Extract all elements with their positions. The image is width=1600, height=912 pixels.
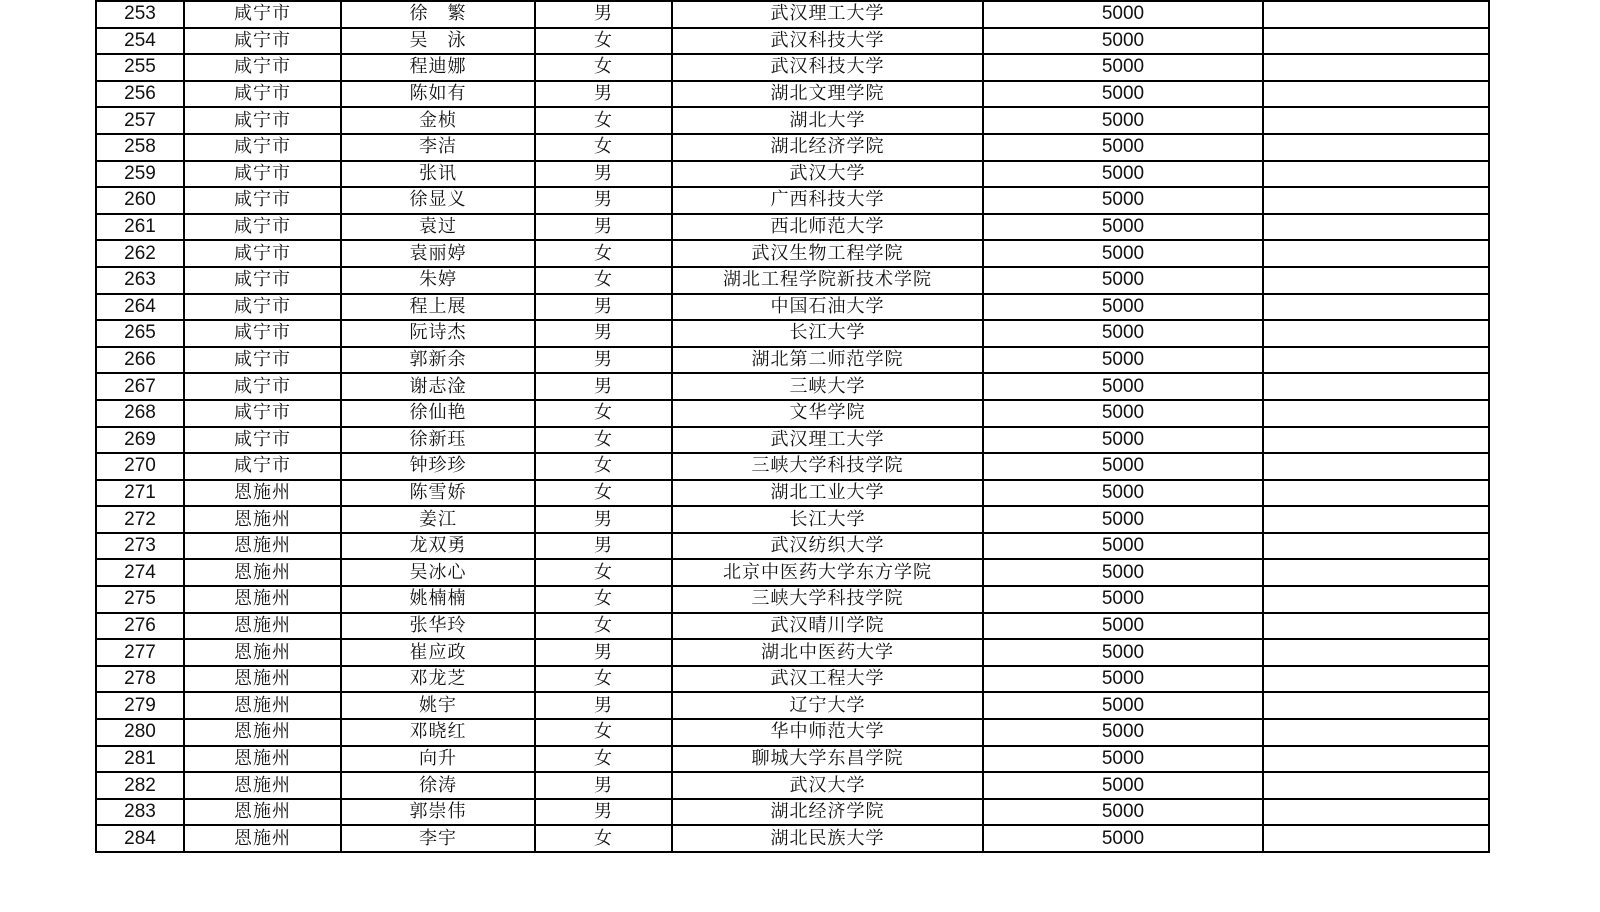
amount-cell: 5000 [983,559,1263,586]
table-row [96,161,1489,188]
amount-cell: 5000 [983,427,1263,454]
row-number-cell: 270 [96,453,184,480]
amount-cell: 5000 [983,506,1263,533]
school-cell: 广西科技大学 [672,187,983,214]
table-row [96,533,1489,560]
city-cell: 咸宁市 [184,1,341,28]
amount-cell: 5000 [983,719,1263,746]
school-cell: 湖北工业大学 [672,480,983,507]
school-cell: 武汉理工大学 [672,1,983,28]
student-name-cell: 吴 泳 [341,28,535,55]
gender-cell: 男 [535,692,672,719]
note-cell [1263,187,1489,214]
roster-table [95,0,1490,853]
student-name-cell: 张讯 [341,161,535,188]
city-cell: 恩施州 [184,480,341,507]
city-cell: 恩施州 [184,613,341,640]
school-cell: 辽宁大学 [672,692,983,719]
gender-cell: 女 [535,54,672,81]
amount-cell: 5000 [983,799,1263,826]
city-cell: 恩施州 [184,719,341,746]
note-cell [1263,1,1489,28]
city-cell: 咸宁市 [184,54,341,81]
note-cell [1263,400,1489,427]
table-row [96,639,1489,666]
school-cell: 湖北第二师范学院 [672,347,983,374]
note-cell [1263,719,1489,746]
gender-cell: 男 [535,214,672,241]
row-number-cell: 257 [96,107,184,134]
note-cell [1263,825,1489,852]
gender-cell: 男 [535,772,672,799]
city-cell: 恩施州 [184,799,341,826]
student-name-cell: 钟珍珍 [341,453,535,480]
city-cell: 恩施州 [184,506,341,533]
note-cell [1263,613,1489,640]
note-cell [1263,373,1489,400]
table-row [96,1,1489,28]
roster-table-body [96,1,1489,852]
amount-cell: 5000 [983,692,1263,719]
row-number-cell: 277 [96,639,184,666]
table-row [96,267,1489,294]
table-row [96,294,1489,321]
amount-cell: 5000 [983,81,1263,108]
amount-cell: 5000 [983,1,1263,28]
note-cell [1263,320,1489,347]
student-name-cell: 程上展 [341,294,535,321]
row-number-cell: 282 [96,772,184,799]
school-cell: 湖北民族大学 [672,825,983,852]
school-cell: 三峡大学 [672,373,983,400]
note-cell [1263,480,1489,507]
student-name-cell: 袁过 [341,214,535,241]
student-name-cell: 邓晓红 [341,719,535,746]
table-row [96,134,1489,161]
note-cell [1263,161,1489,188]
student-name-cell: 姚楠楠 [341,586,535,613]
row-number-cell: 263 [96,267,184,294]
gender-cell: 男 [535,294,672,321]
gender-cell: 男 [535,81,672,108]
gender-cell: 男 [535,533,672,560]
gender-cell: 男 [535,320,672,347]
row-number-cell: 283 [96,799,184,826]
student-name-cell: 吴冰心 [341,559,535,586]
city-cell: 咸宁市 [184,28,341,55]
amount-cell: 5000 [983,373,1263,400]
table-row [96,799,1489,826]
note-cell [1263,347,1489,374]
row-number-cell: 255 [96,54,184,81]
student-name-cell: 李洁 [341,134,535,161]
student-name-cell: 朱婷 [341,267,535,294]
school-cell: 武汉科技大学 [672,54,983,81]
gender-cell: 男 [535,347,672,374]
city-cell: 咸宁市 [184,187,341,214]
table-row [96,347,1489,374]
school-cell: 武汉生物工程学院 [672,240,983,267]
gender-cell: 男 [535,373,672,400]
student-name-cell: 金桢 [341,107,535,134]
gender-cell: 女 [535,400,672,427]
amount-cell: 5000 [983,746,1263,773]
gender-cell: 男 [535,187,672,214]
student-name-cell: 陈雪娇 [341,480,535,507]
note-cell [1263,506,1489,533]
table-row [96,719,1489,746]
amount-cell: 5000 [983,613,1263,640]
student-name-cell: 郭新余 [341,347,535,374]
student-name-cell: 陈如有 [341,81,535,108]
school-cell: 武汉工程大学 [672,666,983,693]
gender-cell: 女 [535,28,672,55]
table-row [96,320,1489,347]
amount-cell: 5000 [983,639,1263,666]
row-number-cell: 281 [96,746,184,773]
note-cell [1263,28,1489,55]
note-cell [1263,107,1489,134]
city-cell: 咸宁市 [184,427,341,454]
gender-cell: 男 [535,506,672,533]
school-cell: 三峡大学科技学院 [672,586,983,613]
row-number-cell: 266 [96,347,184,374]
amount-cell: 5000 [983,28,1263,55]
row-number-cell: 272 [96,506,184,533]
city-cell: 咸宁市 [184,320,341,347]
amount-cell: 5000 [983,294,1263,321]
school-cell: 武汉晴川学院 [672,613,983,640]
school-cell: 长江大学 [672,320,983,347]
student-name-cell: 李宇 [341,825,535,852]
gender-cell: 女 [535,666,672,693]
city-cell: 恩施州 [184,772,341,799]
gender-cell: 女 [535,453,672,480]
table-row [96,586,1489,613]
school-cell: 聊城大学东昌学院 [672,746,983,773]
school-cell: 三峡大学科技学院 [672,453,983,480]
student-name-cell: 邓龙芝 [341,666,535,693]
roster-sheet [95,0,1488,853]
school-cell: 北京中医药大学东方学院 [672,559,983,586]
row-number-cell: 273 [96,533,184,560]
note-cell [1263,240,1489,267]
amount-cell: 5000 [983,134,1263,161]
table-row [96,187,1489,214]
row-number-cell: 269 [96,427,184,454]
note-cell [1263,134,1489,161]
table-row [96,214,1489,241]
student-name-cell: 郭崇伟 [341,799,535,826]
table-row [96,613,1489,640]
city-cell: 恩施州 [184,825,341,852]
school-cell: 湖北大学 [672,107,983,134]
note-cell [1263,559,1489,586]
note-cell [1263,799,1489,826]
amount-cell: 5000 [983,267,1263,294]
school-cell: 中国石油大学 [672,294,983,321]
amount-cell: 5000 [983,533,1263,560]
student-name-cell: 姜江 [341,506,535,533]
gender-cell: 女 [535,746,672,773]
student-name-cell: 向升 [341,746,535,773]
gender-cell: 女 [535,825,672,852]
row-number-cell: 275 [96,586,184,613]
amount-cell: 5000 [983,400,1263,427]
student-name-cell: 龙双勇 [341,533,535,560]
row-number-cell: 262 [96,240,184,267]
school-cell: 华中师范大学 [672,719,983,746]
table-row [96,772,1489,799]
gender-cell: 女 [535,427,672,454]
row-number-cell: 271 [96,480,184,507]
school-cell: 武汉理工大学 [672,427,983,454]
student-name-cell: 崔应政 [341,639,535,666]
row-number-cell: 256 [96,81,184,108]
table-row [96,373,1489,400]
student-name-cell: 袁丽婷 [341,240,535,267]
gender-cell: 女 [535,613,672,640]
amount-cell: 5000 [983,161,1263,188]
note-cell [1263,294,1489,321]
student-name-cell: 张华玲 [341,613,535,640]
school-cell: 湖北中医药大学 [672,639,983,666]
row-number-cell: 260 [96,187,184,214]
note-cell [1263,54,1489,81]
note-cell [1263,772,1489,799]
gender-cell: 女 [535,719,672,746]
note-cell [1263,639,1489,666]
table-row [96,746,1489,773]
table-row [96,107,1489,134]
table-row [96,81,1489,108]
student-name-cell: 徐显义 [341,187,535,214]
city-cell: 恩施州 [184,746,341,773]
city-cell: 恩施州 [184,559,341,586]
city-cell: 恩施州 [184,586,341,613]
student-name-cell: 姚宇 [341,692,535,719]
row-number-cell: 267 [96,373,184,400]
school-cell: 湖北文理学院 [672,81,983,108]
row-number-cell: 279 [96,692,184,719]
row-number-cell: 268 [96,400,184,427]
gender-cell: 男 [535,1,672,28]
note-cell [1263,586,1489,613]
amount-cell: 5000 [983,586,1263,613]
city-cell: 恩施州 [184,639,341,666]
city-cell: 咸宁市 [184,373,341,400]
amount-cell: 5000 [983,453,1263,480]
city-cell: 恩施州 [184,692,341,719]
school-cell: 湖北工程学院新技术学院 [672,267,983,294]
amount-cell: 5000 [983,320,1263,347]
table-row [96,506,1489,533]
table-row [96,400,1489,427]
row-number-cell: 280 [96,719,184,746]
city-cell: 咸宁市 [184,267,341,294]
city-cell: 咸宁市 [184,161,341,188]
city-cell: 咸宁市 [184,453,341,480]
city-cell: 咸宁市 [184,134,341,161]
student-name-cell: 徐新珏 [341,427,535,454]
amount-cell: 5000 [983,772,1263,799]
school-cell: 西北师范大学 [672,214,983,241]
amount-cell: 5000 [983,666,1263,693]
student-name-cell: 程迪娜 [341,54,535,81]
student-name-cell: 徐仙艳 [341,400,535,427]
note-cell [1263,746,1489,773]
student-name-cell: 徐涛 [341,772,535,799]
row-number-cell: 264 [96,294,184,321]
table-row [96,666,1489,693]
table-row [96,825,1489,852]
amount-cell: 5000 [983,54,1263,81]
row-number-cell: 254 [96,28,184,55]
table-row [96,559,1489,586]
note-cell [1263,81,1489,108]
amount-cell: 5000 [983,107,1263,134]
row-number-cell: 258 [96,134,184,161]
city-cell: 咸宁市 [184,347,341,374]
gender-cell: 男 [535,639,672,666]
school-cell: 武汉大学 [672,772,983,799]
gender-cell: 男 [535,799,672,826]
row-number-cell: 278 [96,666,184,693]
row-number-cell: 259 [96,161,184,188]
gender-cell: 女 [535,107,672,134]
school-cell: 湖北经济学院 [672,134,983,161]
school-cell: 武汉纺织大学 [672,533,983,560]
gender-cell: 女 [535,134,672,161]
gender-cell: 女 [535,586,672,613]
school-cell: 长江大学 [672,506,983,533]
table-row [96,240,1489,267]
school-cell: 武汉大学 [672,161,983,188]
amount-cell: 5000 [983,825,1263,852]
note-cell [1263,692,1489,719]
row-number-cell: 261 [96,214,184,241]
table-row [96,28,1489,55]
note-cell [1263,214,1489,241]
gender-cell: 女 [535,559,672,586]
city-cell: 咸宁市 [184,294,341,321]
school-cell: 文华学院 [672,400,983,427]
table-row [96,692,1489,719]
note-cell [1263,666,1489,693]
city-cell: 恩施州 [184,533,341,560]
table-row [96,54,1489,81]
gender-cell: 女 [535,480,672,507]
amount-cell: 5000 [983,214,1263,241]
amount-cell: 5000 [983,187,1263,214]
row-number-cell: 276 [96,613,184,640]
city-cell: 咸宁市 [184,240,341,267]
row-number-cell: 265 [96,320,184,347]
row-number-cell: 274 [96,559,184,586]
table-row [96,453,1489,480]
student-name-cell: 谢志淦 [341,373,535,400]
school-cell: 武汉科技大学 [672,28,983,55]
gender-cell: 男 [535,161,672,188]
gender-cell: 女 [535,267,672,294]
table-row [96,480,1489,507]
note-cell [1263,427,1489,454]
amount-cell: 5000 [983,347,1263,374]
note-cell [1263,453,1489,480]
student-name-cell: 徐 繁 [341,1,535,28]
table-row [96,427,1489,454]
school-cell: 湖北经济学院 [672,799,983,826]
note-cell [1263,267,1489,294]
row-number-cell: 284 [96,825,184,852]
amount-cell: 5000 [983,480,1263,507]
city-cell: 恩施州 [184,666,341,693]
city-cell: 咸宁市 [184,107,341,134]
student-name-cell: 阮诗杰 [341,320,535,347]
city-cell: 咸宁市 [184,214,341,241]
note-cell [1263,533,1489,560]
city-cell: 咸宁市 [184,81,341,108]
city-cell: 咸宁市 [184,400,341,427]
gender-cell: 女 [535,240,672,267]
row-number-cell: 253 [96,1,184,28]
amount-cell: 5000 [983,240,1263,267]
